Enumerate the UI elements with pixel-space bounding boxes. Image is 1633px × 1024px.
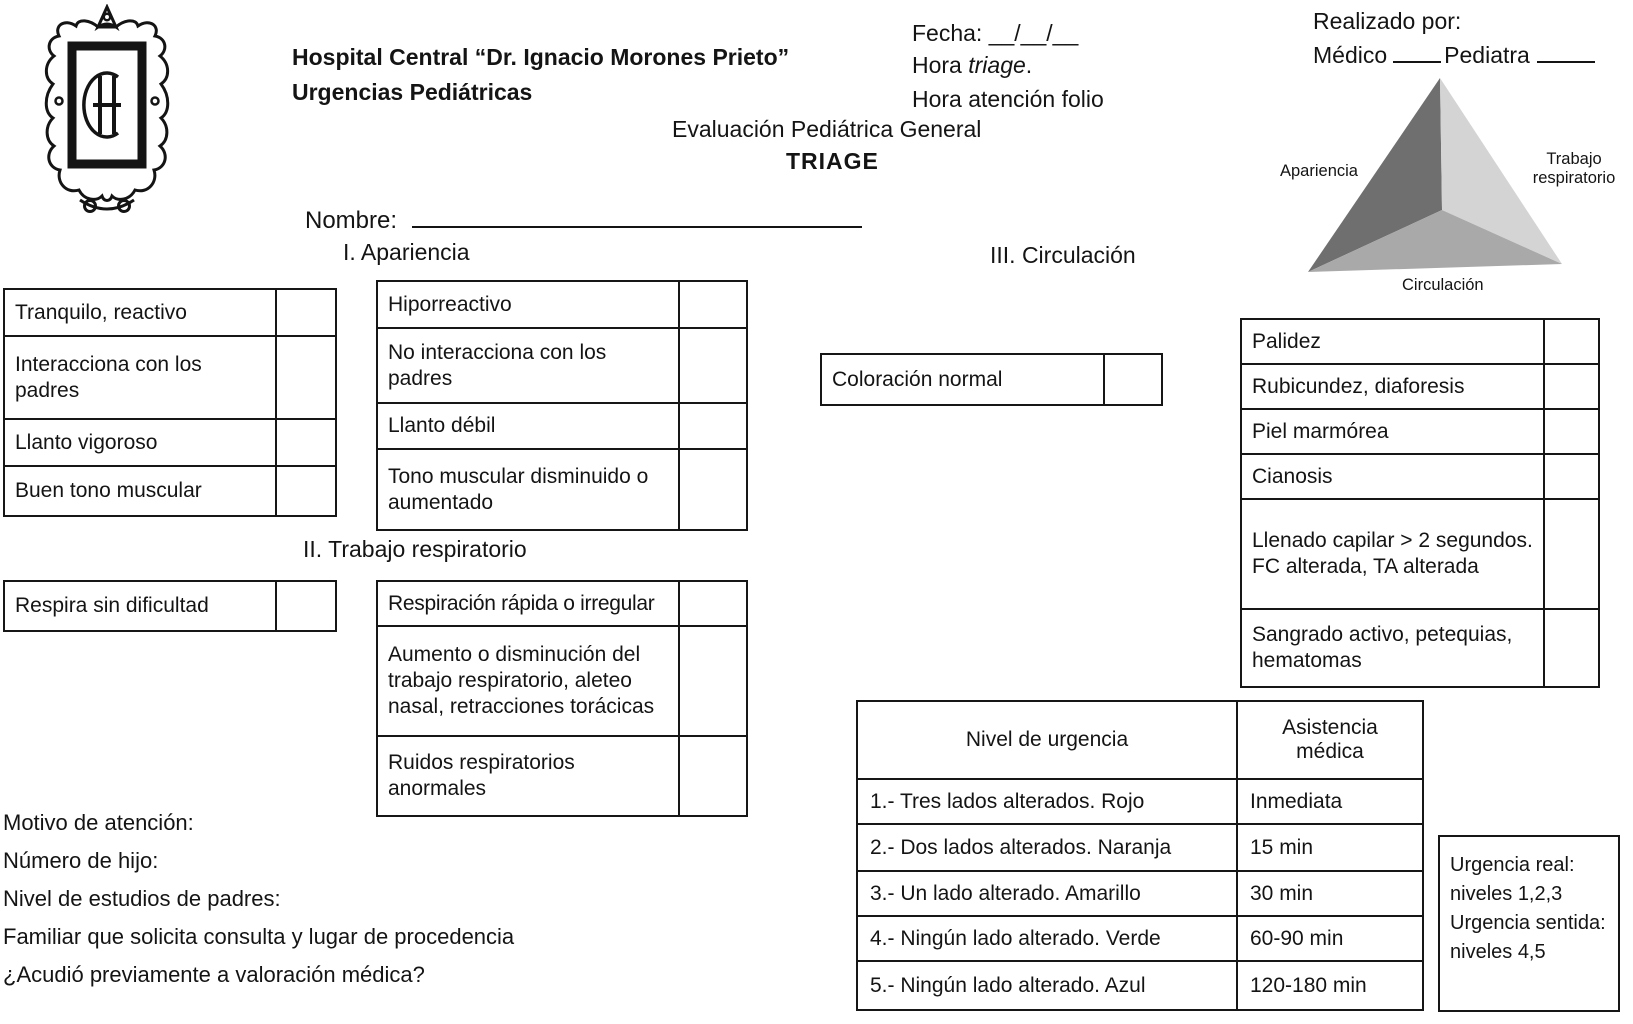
trabajo-abnormal-table: [376, 580, 748, 817]
table-row: [378, 627, 746, 737]
checkbox-cell[interactable]: [678, 329, 746, 402]
pediatra-label: Pediatra: [1444, 42, 1530, 68]
row-label: Sangrado activo, petequias, hematomas: [1252, 623, 1513, 672]
nivel-cell: 1.- Tres lados alterados. Rojo: [870, 789, 1145, 813]
table-header-row: [858, 702, 1422, 780]
checkbox-cell[interactable]: [678, 627, 746, 735]
apariencia-normal-table: [3, 288, 337, 517]
row-label: Tono muscular disminuido o aumentado: [388, 464, 649, 514]
row-label: Interacciona con los padres: [15, 352, 202, 402]
table-row: [1242, 455, 1598, 500]
row-label: Tranquilo, reactivo: [15, 300, 187, 324]
table-row: [5, 290, 335, 337]
checkbox-cell[interactable]: [678, 450, 746, 529]
checkbox-cell[interactable]: [275, 467, 335, 515]
row-label: Llenado capilar > 2 segundos. FC alterada, TA alterada: [1252, 529, 1533, 578]
row-label: Aumento o disminución del trabajo respiratorio, aleteo nasal, retracciones torácicas: [388, 643, 655, 718]
fecha-field[interactable]: Fecha: __/__/__: [912, 20, 1079, 46]
note-motivo: Motivo de atención:: [3, 810, 194, 835]
urgency-note-box: [1438, 835, 1620, 1012]
form-title: Evaluación Pediátrica General: [672, 116, 982, 142]
triangle-label-circulacion: Circulación: [1402, 276, 1484, 294]
hospital-name: Hospital Central “Dr. Ignacio Morones Prieto”: [292, 44, 790, 70]
hospital-logo: [32, 4, 182, 220]
nivel-cell: 2.- Dos lados alterados. Naranja: [870, 835, 1172, 859]
asistencia-cell: 120-180 min: [1236, 962, 1422, 1009]
hospital-department: Urgencias Pediátricas: [292, 79, 533, 105]
checkbox-cell[interactable]: [1543, 365, 1598, 408]
table-row: [378, 450, 746, 529]
nombre-row: [305, 204, 862, 235]
table-row: [5, 582, 335, 630]
checkbox-cell[interactable]: [1543, 610, 1598, 686]
hora-triage-prefix: Hora: [912, 52, 969, 78]
row-label: Buen tono muscular: [15, 479, 202, 502]
row-label: Ruidos respiratorios anormales: [388, 751, 575, 800]
table-row: [1242, 610, 1598, 686]
checkbox-cell[interactable]: [275, 582, 335, 630]
table-row: [822, 355, 1161, 404]
triangle-label-apariencia: Apariencia: [1280, 162, 1358, 180]
row-label: Hiporreactivo: [388, 292, 512, 316]
row-label: Llanto vigoroso: [15, 430, 158, 454]
hora-triage-period: .: [1025, 52, 1033, 78]
col-header-asistencia-text: Asistencia médica: [1282, 716, 1378, 763]
asistencia-cell: 30 min: [1236, 872, 1422, 915]
nombre-fill-line[interactable]: [412, 204, 862, 228]
checkbox-cell[interactable]: [275, 420, 335, 465]
row-label: Piel marmórea: [1252, 419, 1389, 443]
section-heading-apariencia: I. Apariencia: [343, 239, 470, 265]
hora-triage-word: triage: [968, 52, 1026, 78]
checkbox-cell[interactable]: [678, 404, 746, 448]
table-row: [1242, 320, 1598, 365]
realizado-por-fields: [1313, 41, 1595, 68]
checkbox-cell[interactable]: [275, 337, 335, 418]
nivel-cell: 4.- Ningún lado alterado. Verde: [870, 926, 1161, 950]
asistencia-cell: 15 min: [1236, 825, 1422, 870]
table-row: [378, 282, 746, 329]
checkbox-cell[interactable]: [1543, 500, 1598, 608]
row-label: Rubicundez, diaforesis: [1252, 374, 1465, 398]
asistencia-cell: 60-90 min: [1236, 917, 1422, 960]
urgency-note-line: niveles 1,2,3: [1450, 883, 1563, 905]
checkbox-cell[interactable]: [1103, 355, 1161, 404]
col-header-asistencia: [1236, 702, 1422, 778]
row-label: Coloración normal: [832, 367, 1003, 391]
nivel-cell: 3.- Un lado alterado. Amarillo: [870, 881, 1141, 905]
urgency-note-line: Urgencia real:: [1450, 854, 1575, 876]
row-label: Cianosis: [1252, 464, 1333, 488]
hora-triage-field[interactable]: [912, 52, 1032, 78]
table-row: [5, 420, 335, 467]
checkbox-cell[interactable]: [1543, 410, 1598, 453]
row-label: Llanto débil: [388, 414, 496, 437]
hora-atencion-field[interactable]: Hora atención folio: [912, 86, 1104, 112]
section-heading-circulacion: III. Circulación: [990, 242, 1136, 268]
urgency-note-line: niveles 4,5: [1450, 941, 1546, 963]
table-row: [378, 737, 746, 815]
row-label: Respira sin dificultad: [15, 594, 209, 617]
table-row: [858, 917, 1422, 962]
table-row: [378, 582, 746, 627]
form-subtitle: TRIAGE: [786, 148, 879, 174]
col-header-nivel: Nivel de urgencia: [965, 728, 1129, 751]
note-nivel-estudios: Nivel de estudios de padres:: [3, 886, 281, 911]
checkbox-cell[interactable]: [1543, 320, 1598, 363]
circulacion-normal-table: [820, 353, 1163, 406]
table-row: [378, 329, 746, 404]
table-row: [858, 780, 1422, 825]
row-label: No interacciona con los padres: [388, 340, 607, 390]
table-row: [858, 825, 1422, 872]
table-row: [1242, 410, 1598, 455]
note-valoracion-previa: ¿Acudió previamente a valoración médica?: [3, 962, 425, 987]
table-row: [5, 467, 335, 515]
hospital-crest-icon: [32, 4, 182, 220]
table-row: [5, 337, 335, 420]
urgency-level-table: [856, 700, 1424, 1011]
table-row: [378, 404, 746, 450]
table-row: [1242, 365, 1598, 410]
realizado-por-label: Realizado por:: [1313, 8, 1462, 34]
urgency-note-line: Urgencia sentida:: [1450, 912, 1606, 934]
checkbox-cell[interactable]: [1543, 455, 1598, 498]
trabajo-normal-table: [3, 580, 337, 632]
medico-label: Médico: [1313, 42, 1388, 68]
nivel-cell: 5.- Ningún lado alterado. Azul: [870, 973, 1146, 997]
note-familiar: Familiar que solicita consulta y lugar de procedencia: [3, 924, 515, 949]
section-heading-trabajo: II. Trabajo respiratorio: [303, 536, 527, 562]
table-row: [858, 962, 1422, 1009]
note-numero-hijo: Número de hijo:: [3, 848, 159, 873]
apariencia-abnormal-table: [376, 280, 748, 531]
checkbox-cell[interactable]: [678, 282, 746, 327]
pediatra-fill-line[interactable]: [1537, 41, 1595, 63]
nombre-label: Nombre:: [305, 207, 398, 234]
asistencia-cell: Inmediata: [1236, 780, 1422, 823]
table-row: [1242, 500, 1598, 610]
row-label: Respiración rápida o irregular: [388, 591, 655, 615]
circulacion-abnormal-table: [1240, 318, 1600, 688]
triangle-label-trabajo: Trabajo respiratorio: [1532, 150, 1616, 187]
table-row: [858, 872, 1422, 917]
medico-fill-line[interactable]: [1393, 41, 1441, 63]
checkbox-cell[interactable]: [678, 737, 746, 815]
checkbox-cell[interactable]: [275, 290, 335, 335]
row-label: Palidez: [1252, 329, 1321, 353]
checkbox-cell[interactable]: [678, 582, 746, 625]
